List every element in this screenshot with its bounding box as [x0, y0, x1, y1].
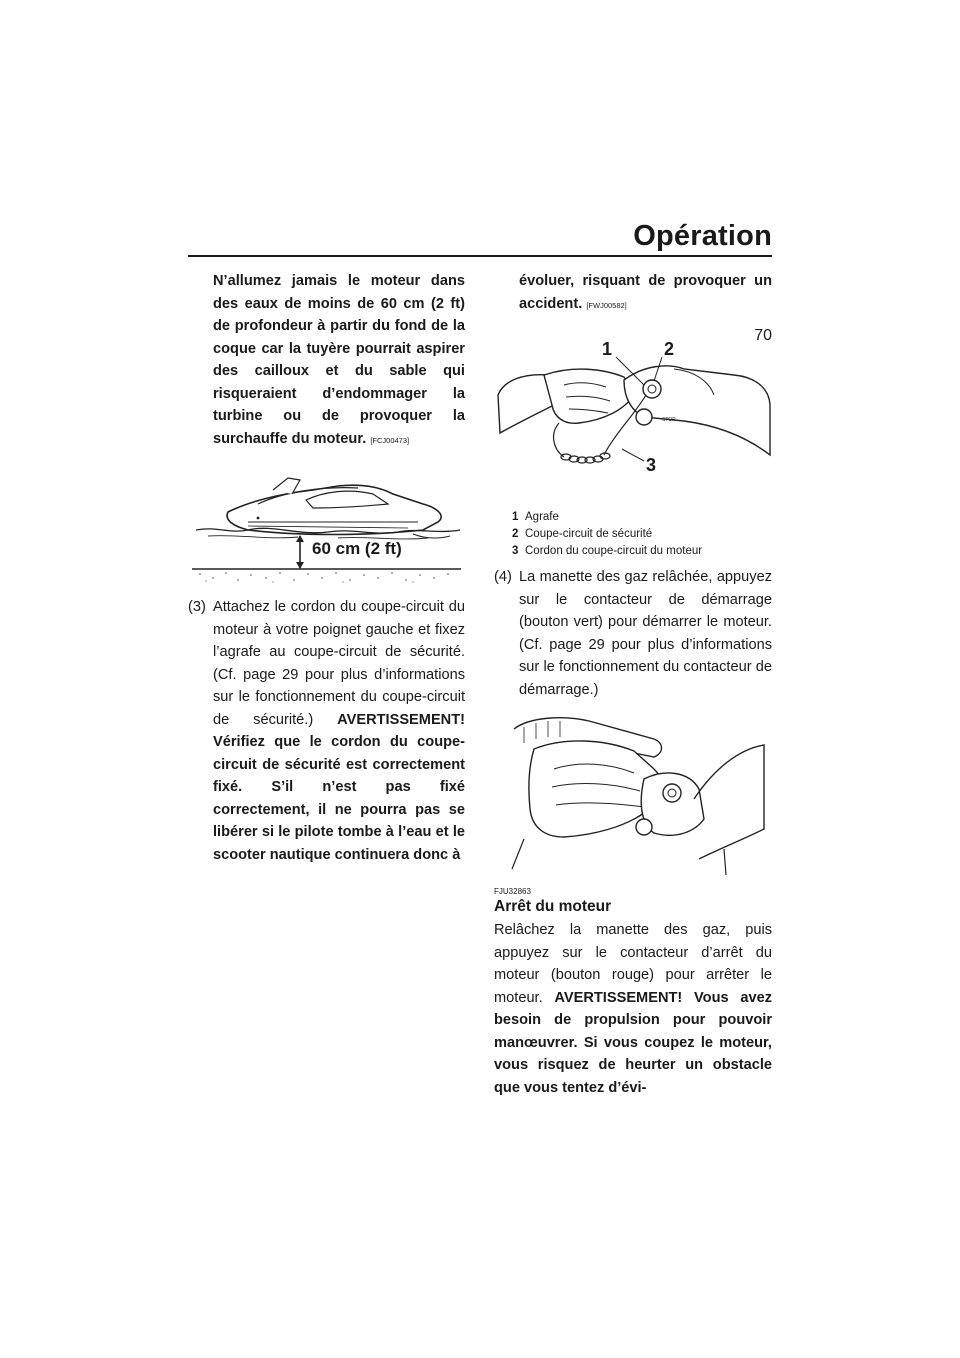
- warning-cont-text: évoluer, risquant de provoquer un accident.: [519, 273, 772, 312]
- page-title: Opération: [633, 220, 772, 252]
- depth-label: 60 cm (2 ft): [312, 539, 402, 558]
- warning-code: [FWJ00582]: [586, 300, 627, 310]
- lanyard-figure: [494, 325, 772, 505]
- callout-2-marker: 2: [664, 339, 675, 359]
- step-3-number: (3): [188, 599, 206, 615]
- step-4: [494, 566, 772, 701]
- section-code: FJU32863: [494, 887, 531, 896]
- callout-3-marker: 3: [646, 455, 657, 475]
- callout-item: 2 Coupe-circuit de sécurité: [512, 528, 653, 540]
- right-column: [494, 270, 772, 1099]
- page-number: 70: [754, 327, 772, 344]
- notice-code: [FCJ00473]: [370, 435, 410, 445]
- left-column: [188, 270, 465, 866]
- start-button-figure: [494, 709, 772, 877]
- notice-paragraph: [188, 270, 465, 452]
- section-warning: AVERTISSEMENT! Vous avez besoin de propulsion pour pouvoir manœuvrer. Si vous coupez le moteur, vous risquez de heurter un obstacle que vous tentez d’évi-: [494, 989, 772, 1096]
- callout-item: 1 Agrafe: [512, 511, 559, 523]
- section-title: Arrêt du moteur: [494, 898, 612, 915]
- step-3-text: Attachez le cordon du coupe-circuit du moteur à votre poignet gauche et fixez l’agrafe au coupe-circuit de sécurité. (Cf. page 29 pour plus d’informations sur le fonctionnement du coupe-circuit de sécurité.): [213, 599, 465, 728]
- callout-1-marker: 1: [602, 339, 613, 359]
- section-paragraph: [494, 919, 772, 1099]
- stop-engraving: STOP: [662, 417, 676, 423]
- notice-text: N’allumez jamais le moteur dans des eaux de moins de 60 cm (2 ft) de profondeur à partir du fond de la coque car la tuyère pourrait aspirer des cailloux et du sable qui risqueraient d’endommager la turbine ou de provoquer la surchauffe du moteur.: [213, 273, 465, 447]
- step-3-warning: AVERTISSEMENT! Vérifiez que le cordon du coupe-circuit de sécurité est correctement fixé. S’il n’est pas fixé correctement, il ne pourra pas se libérer si le pilote tombe à l’eau et le scooter nautique continuera donc à: [213, 711, 465, 863]
- callout-item: 3 Cordon du coupe-circuit du moteur: [512, 545, 703, 557]
- step-4-number: (4): [494, 569, 512, 585]
- jetski-depth-figure: [188, 464, 465, 584]
- header-rule: [188, 255, 772, 257]
- figure-callouts: [512, 509, 772, 560]
- section-text: Relâchez la manette des gaz, puis appuyez sur le contacteur d’arrêt du moteur (bouton rouge) pour arrêter le moteur.: [494, 922, 772, 1006]
- warning-continuation: [494, 270, 772, 317]
- step-3: [188, 596, 465, 866]
- step-4-text: La manette des gaz relâchée, appuyez sur le contacteur de démarrage (bouton vert) pour démarrer le moteur. (Cf. page 29 pour plus d’informations sur le fonctionnement du contacteur de démarrage.): [519, 569, 772, 698]
